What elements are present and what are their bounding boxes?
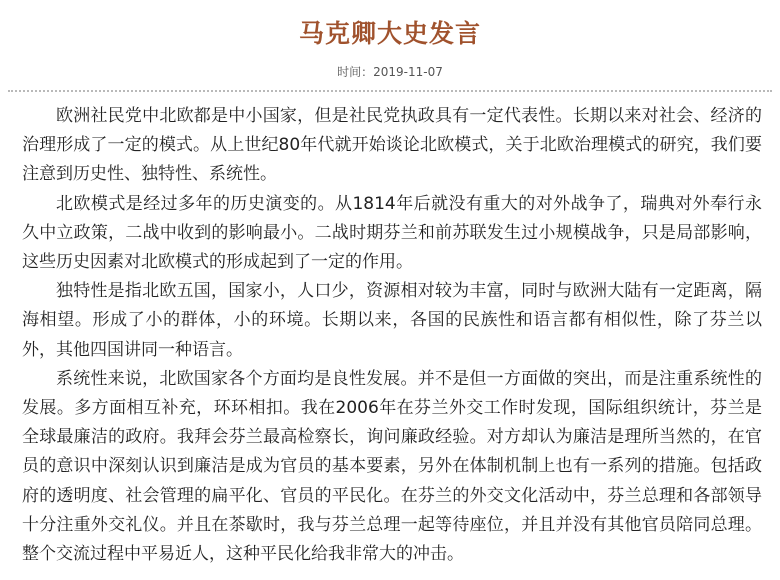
article-header [0,0,780,80]
publish-date: 2019-11-07 [373,65,443,79]
paragraph-3: 独特性是指北欧五国，国家小，人口少，资源相对较为丰富，同时与欧洲大陆有一定距离，隔海相望。形成了小的群体，小的环境。长期以来，各国的民族性和语言都有相似性，除了芬兰以外，其他四国讲同一种语言。 [22,281,762,360]
publish-meta [0,64,780,80]
article-title: 马克卿大史发言 [298,19,481,48]
article-body [0,92,780,569]
paragraph-2: 北欧模式是经过多年的历史演变的。从1814年后就没有重大的对外战争了，瑞典对外奉行永久中立政策，二战中收到的影响最小。二战时期芬兰和前苏联发生过小规模战争，只是局部影响，这些历史因素对北欧模式的形成起到了一定的作用。 [22,193,762,273]
paragraph-4: 系统性来说，北欧国家各个方面均是良性发展。并不是但一方面做的突出，而是注重系统性的发展。多方面相互补充，环环相扣。我在2006年在芬兰外交工作时发现，国际组织统计，芬兰是全球最廉洁的政府。我拜会芬兰最高检察长，询问廉政经验。对方却认为廉洁是理所当然的，在官员的意识中深刻认识到廉洁是成为官员的基本要素，另外在体制机制上也有一系列的措施。包括政府的透明度、社会管理的扁平化、官员的平民化。在芬兰的外交文化活动中，芬兰总理和各部领导十分注重外交礼仪。并且在茶歇时，我与芬兰总理一起等待座位，并且并没有其他官员陪同总理。整个交流过程中平易近人，这种平民化给我非常大的冲击。 [22,368,762,565]
time-label: 时间： [337,65,374,79]
paragraph-1: 欧洲社民党中北欧都是中小国家，但是社民党执政具有一定代表性。长期以来对社会、经济的治理形成了一定的模式。从上世纪80年代就开始谈论北欧模式，关于北欧治理模式的研究，我们要注意到历史性、独特性、系统性。 [22,106,762,185]
